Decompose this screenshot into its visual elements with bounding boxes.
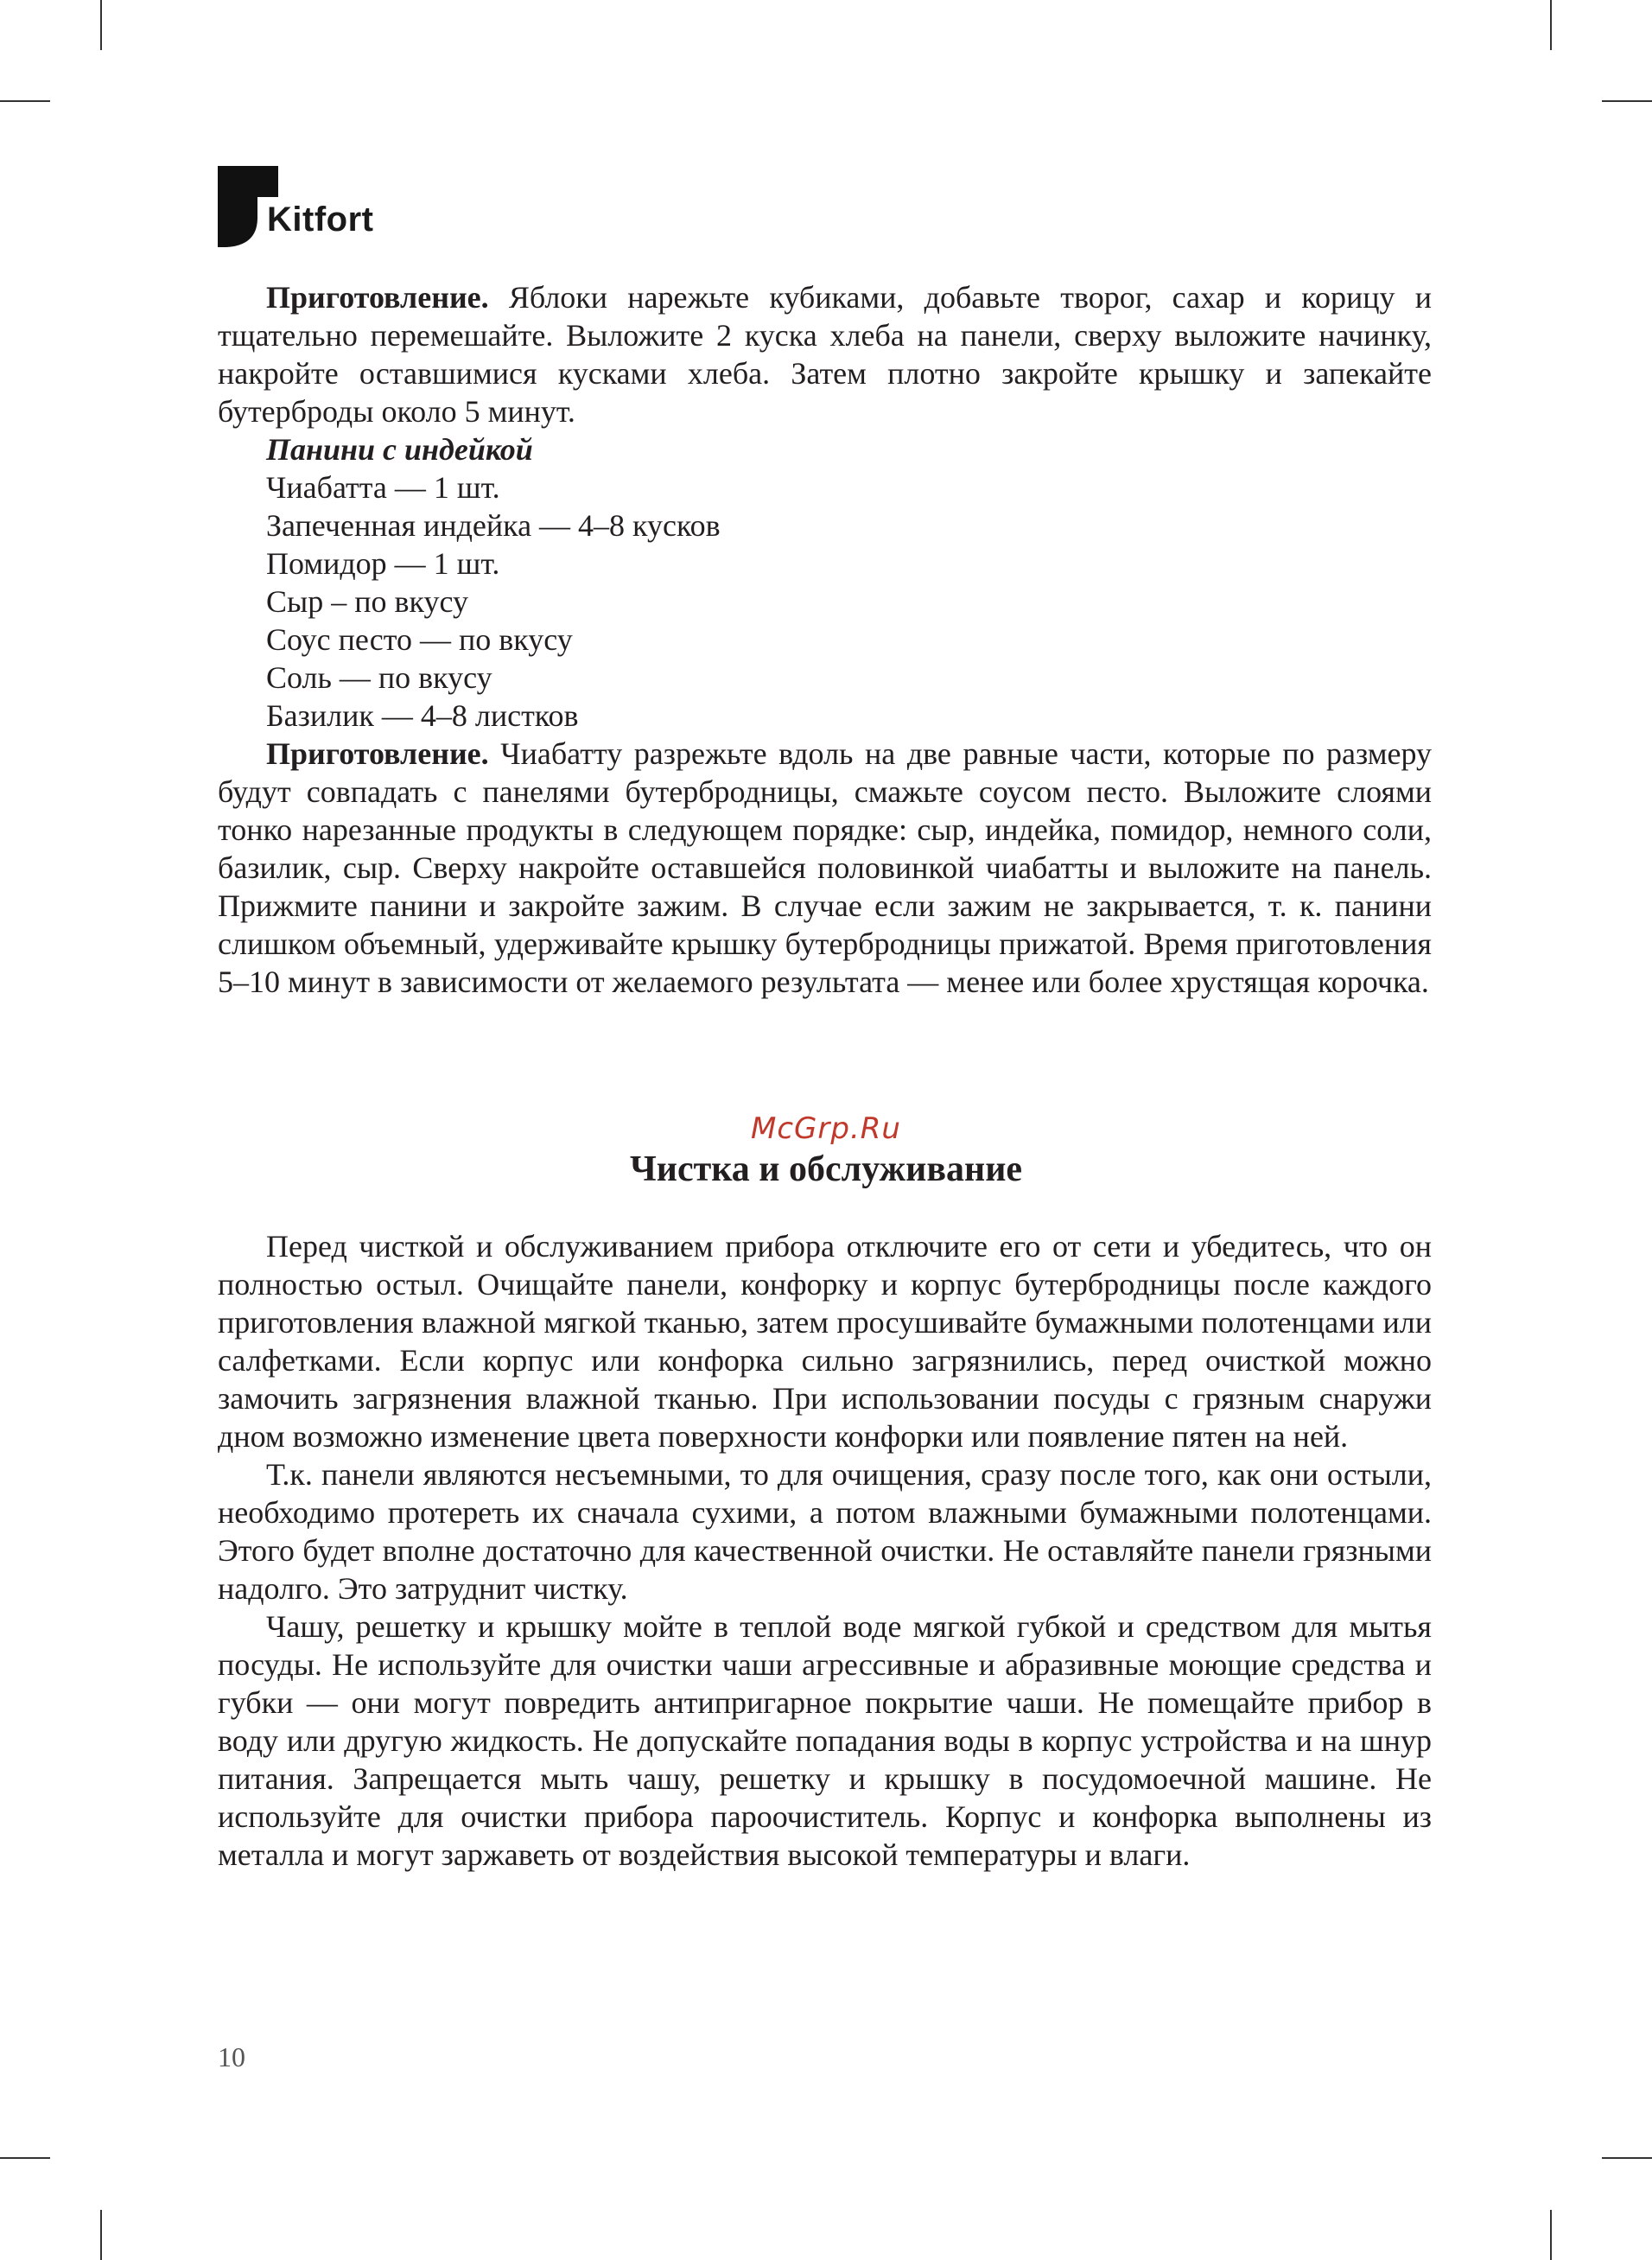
- ingredient-item: Сыр – по вкусу: [266, 584, 468, 619]
- prep-text: Яблоки нарежьте кубиками, добавьте творог, сахар и корицу и тщательно перемешайте. Выложите 2 куска хлеба на панели, сверху выложите начинку, накройте оставшимися кусками хлеба. Затем плотно закройте крышку и запекайте бутерброды около 5 минут.: [218, 280, 1432, 429]
- crop-mark: [0, 2157, 50, 2159]
- ingredient-item: Соус песто — по вкусу: [266, 622, 573, 657]
- prep-text: Чиабатту разрежьте вдоль на две равные части, которые по размеру будут совпадать с панелями бутербродницы, смажьте соусом песто. Выложите слоями тонко нарезанные продукты в следующем порядке: сыр, индейка, помидор, немного соли, базилик, сыр. Сверху накройте оставшейся половинкой чиабатты и выложите на панель. Прижмите панини и закройте зажим. В случае если зажим не закрывается, т. к. панини слишком объемный, удерживайте крышку бутербродницы прижатой. Время приготовления 5–10 минут в зависимости от желаемого результата — менее или более хрустящая корочка.: [218, 736, 1432, 999]
- prep-label: Приготовление.: [266, 736, 489, 771]
- cleaning-paragraph: Перед чисткой и обслуживанием прибора отключите его от сети и убедитесь, что он полностью остыл. Очищайте панели, конфорку и корпус бутербродницы после каждого приготовления влажной мягкой тканью, затем просушивайте бумажными полотенцами или салфетками. Если корпус или конфорка сильно загрязнились, перед очисткой можно замочить загрязнения влажной тканью. При использовании посуды с грязным снаружи дном возможно изменение цвета поверхности конфорки или появление пятен на ней.: [218, 1229, 1432, 1454]
- ingredient-item: Помидор — 1 шт.: [266, 546, 500, 581]
- crop-mark: [1550, 0, 1552, 50]
- brand-name: Kitfort: [267, 201, 374, 239]
- crop-mark: [100, 0, 102, 50]
- recipe2-prep-paragraph: [218, 735, 1432, 1001]
- crop-mark: [1602, 100, 1652, 102]
- cleaning-content: [218, 1227, 1432, 1874]
- ingredient-item: Базилик — 4–8 листков: [266, 698, 579, 733]
- crop-mark: [1602, 2157, 1652, 2159]
- ingredient-item: Запеченная индейка — 4–8 кусков: [266, 508, 721, 543]
- page-number: 10: [218, 2041, 245, 2072]
- ingredient-item: Чиабатта — 1 шт.: [266, 470, 500, 505]
- watermark: McGrp.Ru: [751, 1111, 901, 1146]
- crop-mark: [100, 2210, 102, 2260]
- recipe2-title: Панини с индейкой: [266, 432, 533, 467]
- crop-mark: [0, 100, 50, 102]
- recipe1-prep-paragraph: [218, 278, 1432, 430]
- ingredient-item: Соль — по вкусу: [266, 660, 492, 695]
- prep-label: Приготовление.: [266, 280, 489, 315]
- cleaning-paragraph: Чашу, решетку и крышку мойте в теплой воде мягкой губкой и средством для мытья посуды. Не используйте для очистки чаши агрессивные и абразивные моющие средства и губки — они могут повредить антипригарное покрытие чаши. Не помещайте прибор в воду или другую жидкость. Не допускайте попадания воды в корпус устройства и на шнур питания. Запрещается мыть чашу, решетку и крышку в посудомоечной машине. Не используйте для очистки прибора пароочиститель. Корпус и конфорка выполнены из металла и могут заржаветь от воздействия высокой температуры и влаги.: [218, 1609, 1432, 1872]
- section-title: Чистка и обслуживание: [629, 1149, 1023, 1189]
- crop-mark: [1550, 2210, 1552, 2260]
- recipe-content: [218, 278, 1432, 1001]
- brand-logo: [218, 166, 391, 252]
- cleaning-paragraph: Т.к. панели являются несъемными, то для очищения, сразу после того, как они остыли, необходимо протереть их сначала сухими, а потом влажными бумажными полотенцами. Этого будет вполне достаточно для качественной очистки. Не оставляйте панели грязными надолго. Это затруднит чистку.: [218, 1457, 1432, 1606]
